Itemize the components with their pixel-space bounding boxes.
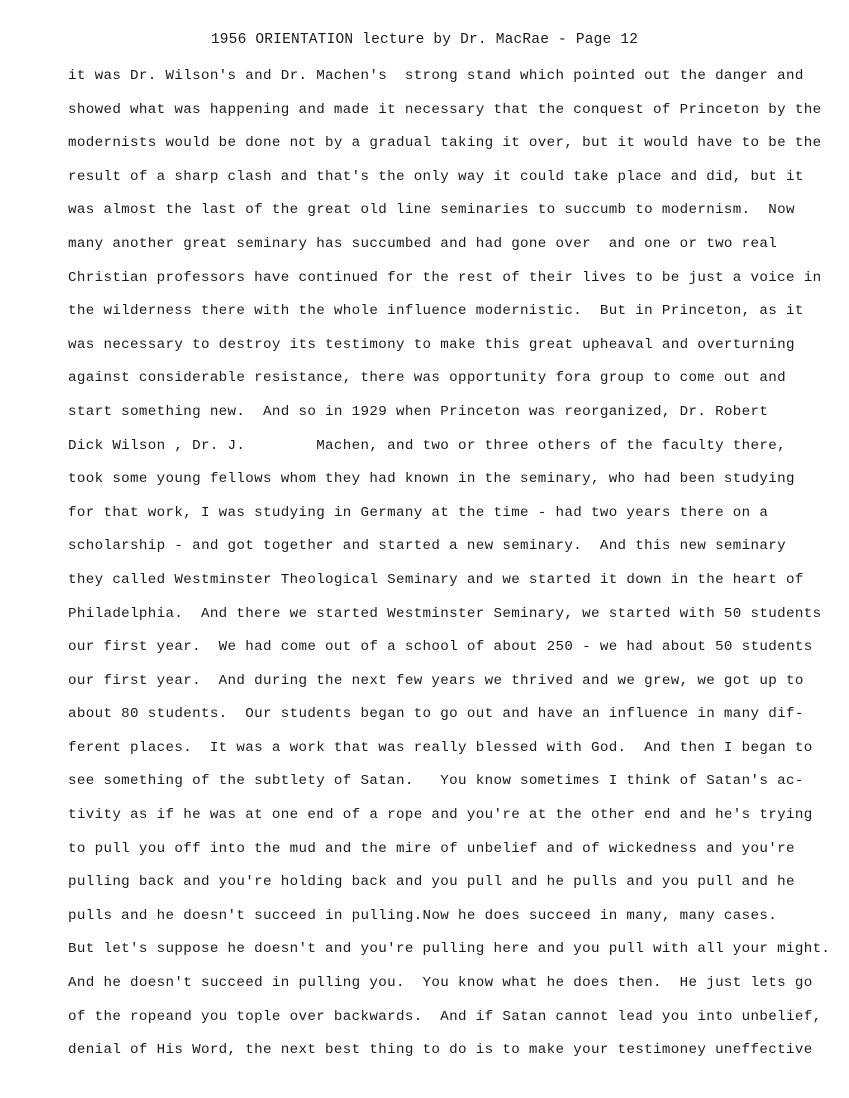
text-line: Philadelphia. And there we started Westminster Seminary, we started with 50 students bbox=[68, 605, 822, 622]
text-line: modernists would be done not by a gradual taking it over, but it would have to be the bbox=[68, 135, 822, 152]
text-line: showed what was happening and made it necessary that the conquest of Princeton by the bbox=[68, 101, 822, 118]
text-line: ferent places. It was a work that was really blessed with God. And then I began to bbox=[68, 739, 813, 756]
text-line: But let's suppose he doesn't and you're pulling here and you pull with all your might. bbox=[68, 941, 831, 958]
text-line: our first year. We had come out of a school of about 250 - we had about 50 students bbox=[68, 639, 813, 656]
text-line: start something new. And so in 1929 when Princeton was reorganized, Dr. Robert bbox=[68, 403, 769, 420]
text-line: our first year. And during the next few years we thrived and we grew, we got up to bbox=[68, 672, 804, 689]
text-line: tivity as if he was at one end of a rope and you're at the other end and he's trying bbox=[68, 807, 813, 824]
text-line: see something of the subtlety of Satan. You know sometimes I think of Satan's ac- bbox=[68, 773, 804, 790]
lecture-body bbox=[68, 64, 831, 1072]
text-line: And he doesn't succeed in pulling you. You know what he does then. He just lets go bbox=[68, 975, 813, 992]
text-line: against considerable resistance, there was opportunity fora group to come out and bbox=[68, 370, 786, 387]
text-line: it was Dr. Wilson's and Dr. Machen's strong stand which pointed out the danger and bbox=[68, 68, 804, 84]
text-line: was almost the last of the great old line seminaries to succumb to modernism. Now bbox=[68, 202, 795, 219]
text-line: scholarship - and got together and started a new seminary. And this new seminary bbox=[68, 538, 786, 555]
text-line: Dick Wilson , Dr. J. Machen, and two or three others of the faculty there, bbox=[68, 437, 786, 454]
text-line: was necessary to destroy its testimony to make this great upheaval and overturning bbox=[68, 336, 795, 353]
text-line: pulling back and you're holding back and you pull and he pulls and you pull and he bbox=[68, 874, 795, 891]
text-line: to pull you off into the mud and the mire of unbelief and of wickedness and you're bbox=[68, 840, 795, 857]
text-line: many another great seminary has succumbed and had gone over and one or two real bbox=[68, 235, 778, 252]
text-line: result of a sharp clash and that's the only way it could take place and did, but it bbox=[68, 168, 804, 185]
text-line: about 80 students. Our students began to go out and have an influence in many dif- bbox=[68, 706, 804, 723]
text-line: the wilderness there with the whole influence modernistic. But in Princeton, as it bbox=[68, 303, 804, 320]
text-line: took some young fellows whom they had known in the seminary, who had been studying bbox=[68, 471, 795, 488]
text-line: they called Westminster Theological Seminary and we started it down in the heart of bbox=[68, 571, 804, 588]
text-line: for that work, I was studying in Germany at the time - had two years there on a bbox=[68, 504, 769, 521]
text-line: pulls and he doesn't succeed in pulling.Now he does succeed in many, many cases. bbox=[68, 907, 778, 924]
text-line: of the ropeand you tople over backwards. And if Satan cannot lead you into unbelief, bbox=[68, 1008, 822, 1025]
text-line: Christian professors have continued for the rest of their lives to be just a voice in bbox=[68, 269, 822, 286]
text-line: denial of His Word, the next best thing to do is to make your testimoney uneffective bbox=[68, 1042, 813, 1059]
page-header: 1956 ORIENTATION lecture by Dr. MacRae - Page 12 bbox=[210, 32, 639, 48]
